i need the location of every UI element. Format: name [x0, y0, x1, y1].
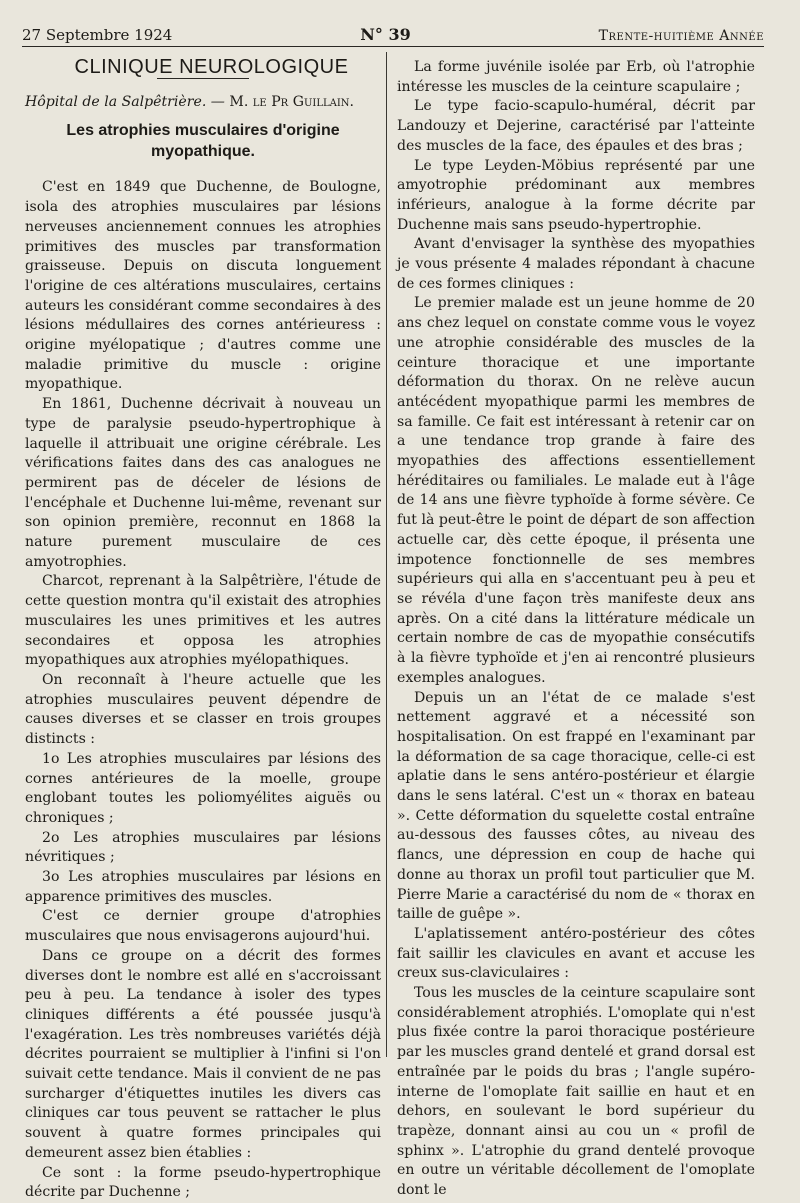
paragraph: Depuis un an l'état de ce malade s'est nettement aggravé et a nécessité son hospitalisation. On est frappé en l'examinant par la déformation de sa cage thoracique, celle-ci est aplatie dans le sens antéro-postérieur et élargie dans le sens latéral. C'est un « thorax en bateau ». Cette déformation du squelette costal entraîne au-dessous des fausses côtes, au niveau des flancs, une dépression en coup de hache qui donne au thorax un profil tout particulier que M. Pierre Marie a caractérisé du nom de « thorax en taille de guêpe ».: [397, 689, 755, 923]
paragraph: En 1861, Duchenne décrivait à nouveau un type de paralysie pseudo-hypertrophique à laquelle il attribuait une origine cérébrale. Les vérifications faites dans des cas analogues ne permirent pas de déceler de lésions de l'encéphale et Duchenne lui-même, revenant sur son opinion première, reconnut en 1868 la nature purement musculaire de ces amyotrophies.: [25, 396, 381, 570]
column-divider: [386, 52, 387, 1057]
hospital-line: [25, 93, 381, 113]
paragraph: C'est en 1849 que Duchenne, de Boulogne, isola des atrophies musculaires par lésions nerveuses anciennement connues les atrophies primitives des muscles par transformation graisseuse. Depuis on discuta longuement l'origine de ces altérations musculaires, certains auteurs les considérant comme secondaires à des lésions médullaires des cornes antérieuress : origine myélopatique ; d'autres comme une maladie primitive du muscle : origine myopathique.: [25, 179, 381, 393]
paragraph: On reconnaît à l'heure actuelle que les atrophies musculaires peuvent dépendre de causes diverses et se classer en trois groupes distincts :: [25, 671, 381, 748]
professor-name: M. le Pr Guillain.: [229, 93, 355, 110]
paragraph: Tous les muscles de la ceinture scapulaire sont considérablement atrophiés. L'omoplate qui n'est plus fixée contre la paroi thoracique postérieure par les muscles grand dentelé et grand dorsal est entraînée par le poids du bras ; l'angle supéro-interne de l'omoplate fait saillie en haut et en dehors, en soulevant le bord supérieur du trapèze, donnant ainsi au cou un « profil de sphinx ». L'atrophie du grand dentelé provoque en outre un véritable décollement de l'omoplate dont le: [397, 985, 755, 1199]
paragraph: Ce sont : la forme pseudo-hypertrophique décrite par Duchenne ;: [25, 1164, 381, 1201]
issue-number: N° 39: [360, 25, 411, 44]
paragraph: La forme juvénile isolée par Erb, où l'atrophie intéresse les muscles de la ceinture scapulaire ;: [397, 59, 755, 95]
paragraph: 2o Les atrophies musculaires par lésions névritiques ;: [25, 829, 381, 866]
paragraph: L'aplatissement antéro-postérieur des côtes fait saillir les clavicules en avant et accuse les creux sus-claviculaires :: [397, 925, 755, 982]
paragraph: Avant d'envisager la synthèse des myopathies je vous présente 4 malades répondant à chacune de ces formes cliniques :: [397, 236, 755, 292]
right-column: [397, 58, 755, 1199]
paragraph: 3o Les atrophies musculaires par lésions en apparence primitives des muscles.: [25, 869, 381, 905]
article-title: Les atrophies musculaires d'origine myopathique.: [66, 122, 340, 161]
paragraph: Dans ce groupe on a décrit des formes diverses dont le nombre est allé en s'accroissant peu à peu. La tendance à isoler des types cliniques différents a été poussée jusqu'à l'exagération. Les très nombreuses variétés déjà décrites pourraient se multiplier à l'infini si l'on suivait cette tendance. Mais il convient de ne pas surcharger d'étiquettes inutiles les divers cas cliniques car tous peuvent se rattacher le plus souvent à quatre formes principales qui demeurent assez bien établies :: [25, 947, 381, 1161]
paragraph: Le type facio-scapulo-huméral, décrit par Landouzy et Dejerine, caractérisé par l'atteinte des muscles de la face, des épaules et des bras ;: [397, 98, 755, 154]
paragraph: Charcot, reprenant à la Salpêtrière, l'étude de cette question montra qu'il existait des atrophies musculaires les unes primitives et les autres secondaires et opposa les atrophies myopathiques aux atrophies myélopathiques.: [25, 573, 381, 669]
paragraph: Le type Leyden-Möbius représenté par une amyotrophie prédominant aux membres inférieurs, analogue à la forme décrite par Duchenne mais sans pseudo-hypertrophie.: [397, 157, 755, 233]
left-column: [25, 56, 381, 1201]
section-title: CLINIQUE NEUROLOGIQUE: [74, 56, 349, 78]
paragraph: C'est ce dernier groupe d'atrophies musculaires que nous envisagerons aujourd'hui.: [25, 908, 381, 945]
issue-date: 27 Septembre 1924: [22, 26, 173, 44]
paragraph: 1o Les atrophies musculaires par lésions des cornes antérieures de la moelle, groupe englobant toutes les poliomyélites aiguës ou chroniques ;: [25, 750, 381, 826]
publication-year: Trente-huitième Année: [598, 28, 764, 44]
paragraph: Le premier malade est un jeune homme de 20 ans chez lequel on constate comme vous le voyez une atrophie considérable des muscles de la ceinture thoracique et une importante déformation du thorax. On ne relève aucun antécédent myopathique parmi les membres de sa famille. Ce fait est intéressant à retenir car on a une tendance trop grande à faire des myopathies des affections essentiellement héréditaires ou familiales. Le malade eut à l'âge de 14 ans une fièvre typhoïde à forme sévère. Ce fut là peut-être le point de départ de son affection actuelle car, dès cette époque, il présenta une impotence fonctionnelle de ses membres supérieurs qui alla en s'accentuant peu à peu et se révéla d'une façon très manifeste deux ans après. On a cité dans la littérature médicale un certain nombre de cas de myopathie consécutifs à la fièvre typhoïde et j'en ai rencontré plusieurs exemples analogues.: [397, 295, 755, 686]
hospital-name: Hôpital de la Salpêtrière. —: [25, 93, 225, 110]
page-header: [22, 18, 764, 47]
